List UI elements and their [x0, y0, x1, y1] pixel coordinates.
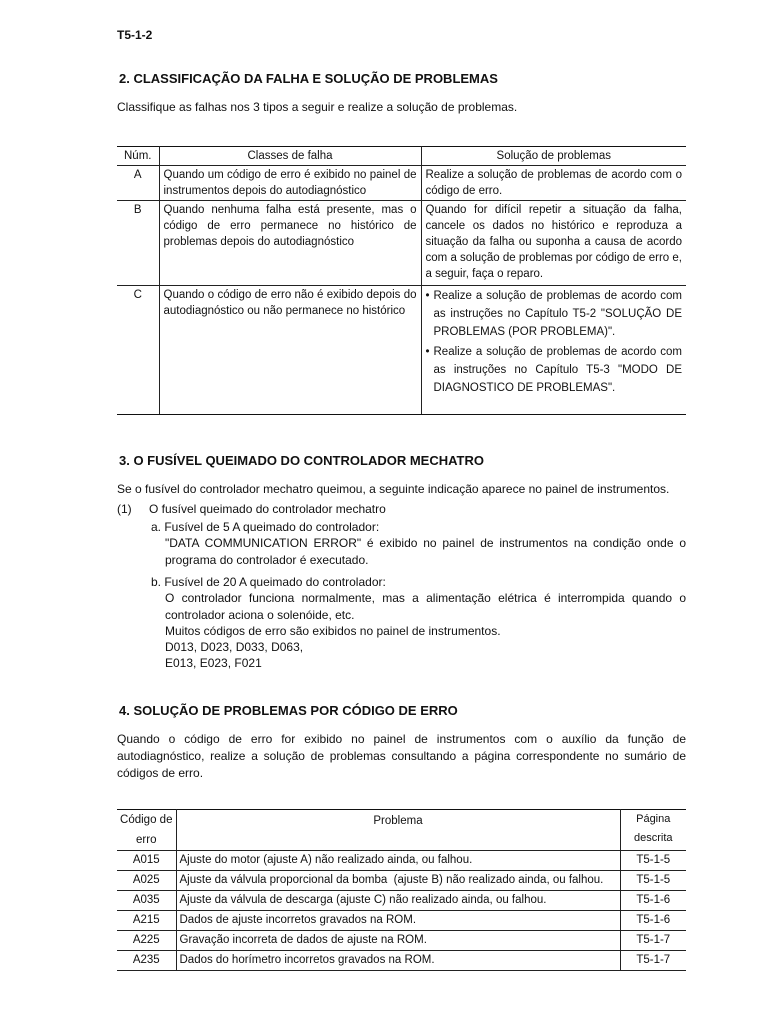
table-row [117, 891, 686, 911]
page-ref: T5-1-6 [620, 911, 686, 931]
item-title: O fusível queimado do controlador mechatro [149, 502, 386, 516]
fuse-5a-body: "DATA COMMUNICATION ERROR" é exibido no painel de instrumentos na condição onde o programa do controlador é executado. [165, 536, 686, 567]
item-number: (1) [117, 502, 132, 516]
section2-intro: Classifique as falhas nos 3 tipos a seguir e realize a solução de problemas. [117, 100, 518, 114]
section4-intro: Quando o código de erro for exibido no painel de instrumentos com o auxílio da função de autodiagnóstico, realize a solução de problemas consultando a página correspondente no sumário de códigos de erro. [117, 732, 686, 780]
bullet-icon: • [425, 346, 430, 358]
error-codes-line: D013, D023, D033, D063, [165, 640, 304, 654]
section4-heading: 4. SOLUÇÃO DE PROBLEMAS POR CÓDIGO DE ERRO [119, 703, 458, 718]
table-row [117, 851, 686, 871]
page-ref: T5-1-5 [620, 871, 686, 891]
error-code-table [117, 809, 686, 971]
fuse-20a-line: Muitos códigos de erro são exibidos no painel de instrumentos. [165, 624, 501, 638]
problem: Ajuste do motor (ajuste A) não realizado ainda, ou falhou. [176, 851, 620, 871]
header-num: Núm. [117, 147, 159, 166]
row-num: A [117, 166, 159, 201]
row-num: B [117, 201, 159, 286]
page-ref: T5-1-7 [620, 931, 686, 951]
solution-cell: Quando for difícil repetir a situação da falha, cancele os dados no histórico e reproduza a situação da falha ou suponha a causa de acordo com a solução de problemas por código de erro e, a seguir, faça o reparo. [421, 201, 686, 286]
table-row [117, 951, 686, 971]
bullet-icon: • [425, 290, 430, 302]
header-fault-class: Classes de falha [159, 147, 421, 166]
page-ref: T5-1-5 [620, 851, 686, 871]
problem: Gravação incorreta de dados de ajuste na ROM. [176, 931, 620, 951]
table-row [117, 286, 686, 415]
page-number: T5-1-2 [117, 28, 153, 42]
error-code: A215 [117, 911, 176, 931]
header-problem: Problema [176, 810, 620, 851]
table-header-row [117, 810, 686, 851]
page-ref: T5-1-7 [620, 951, 686, 971]
page-ref: T5-1-6 [620, 891, 686, 911]
section2-heading: 2. CLASSIFICAÇÃO DA FALHA E SOLUÇÃO DE PROBLEMAS [119, 71, 498, 86]
bullet-text: Realize a solução de problemas de acordo com as instruções no Capítulo T5-3 "MODO DE DIAGNOSTICO DE PROBLEMAS". [433, 346, 682, 394]
solution-cell: Realize a solução de problemas de acordo com o código de erro. [421, 166, 686, 201]
table-row [117, 166, 686, 201]
solution-cell [421, 286, 686, 415]
problem: Dados de ajuste incorretos gravados na ROM. [176, 911, 620, 931]
header-solution: Solução de problemas [421, 147, 686, 166]
fault-class-cell: Quando o código de erro não é exibido depois do autodiagnóstico ou não permanece no histórico [159, 286, 421, 415]
problem: Ajuste da válvula de descarga (ajuste C) não realizado ainda, ou falhou. [176, 891, 620, 911]
fault-class-cell: Quando um código de erro é exibido no painel de instrumentos depois do autodiagnóstico [159, 166, 421, 201]
fault-class-cell: Quando nenhuma falha está presente, mas o código de erro permanece no histórico de problemas depois do autodiagnóstico [159, 201, 421, 286]
error-code: A225 [117, 931, 176, 951]
table-row [117, 931, 686, 951]
bullet-text: Realize a solução de problemas de acordo com as instruções no Capítulo T5-2 "SOLUÇÃO DE PROBLEMAS (POR PROBLEMA)". [433, 290, 682, 338]
fuse-20a-title: b. Fusível de 20 A queimado do controlador: [151, 575, 386, 589]
error-code: A035 [117, 891, 176, 911]
table-row [117, 911, 686, 931]
problem: Ajuste da válvula proporcional da bomba (ajuste B) não realizado ainda, ou falhou. [176, 871, 620, 891]
section3-heading: 3. O FUSÍVEL QUEIMADO DO CONTROLADOR MECHATRO [119, 453, 484, 468]
problem: Dados do horímetro incorretos gravados na ROM. [176, 951, 620, 971]
list-item [426, 287, 683, 341]
header-error-code: Código de erro [117, 810, 176, 851]
header-page: Página descrita [620, 810, 686, 851]
table-row [117, 871, 686, 891]
error-codes-line: E013, E023, F021 [165, 656, 262, 670]
fuse-5a-title: a. Fusível de 5 A queimado do controlador: [151, 520, 380, 534]
list-item [426, 343, 683, 397]
row-num: C [117, 286, 159, 415]
error-code: A235 [117, 951, 176, 971]
fuse-20a-body: O controlador funciona normalmente, mas a alimentação elétrica é interrompida quando o controlador aciona o solenóide, etc. [165, 591, 686, 622]
error-code: A015 [117, 851, 176, 871]
error-code: A025 [117, 871, 176, 891]
table-row [117, 201, 686, 286]
table-header-row [117, 147, 686, 166]
section3-intro: Se o fusível do controlador mechatro queimou, a seguinte indicação aparece no painel de instrumentos. [117, 482, 670, 496]
fault-classification-table [117, 146, 686, 415]
